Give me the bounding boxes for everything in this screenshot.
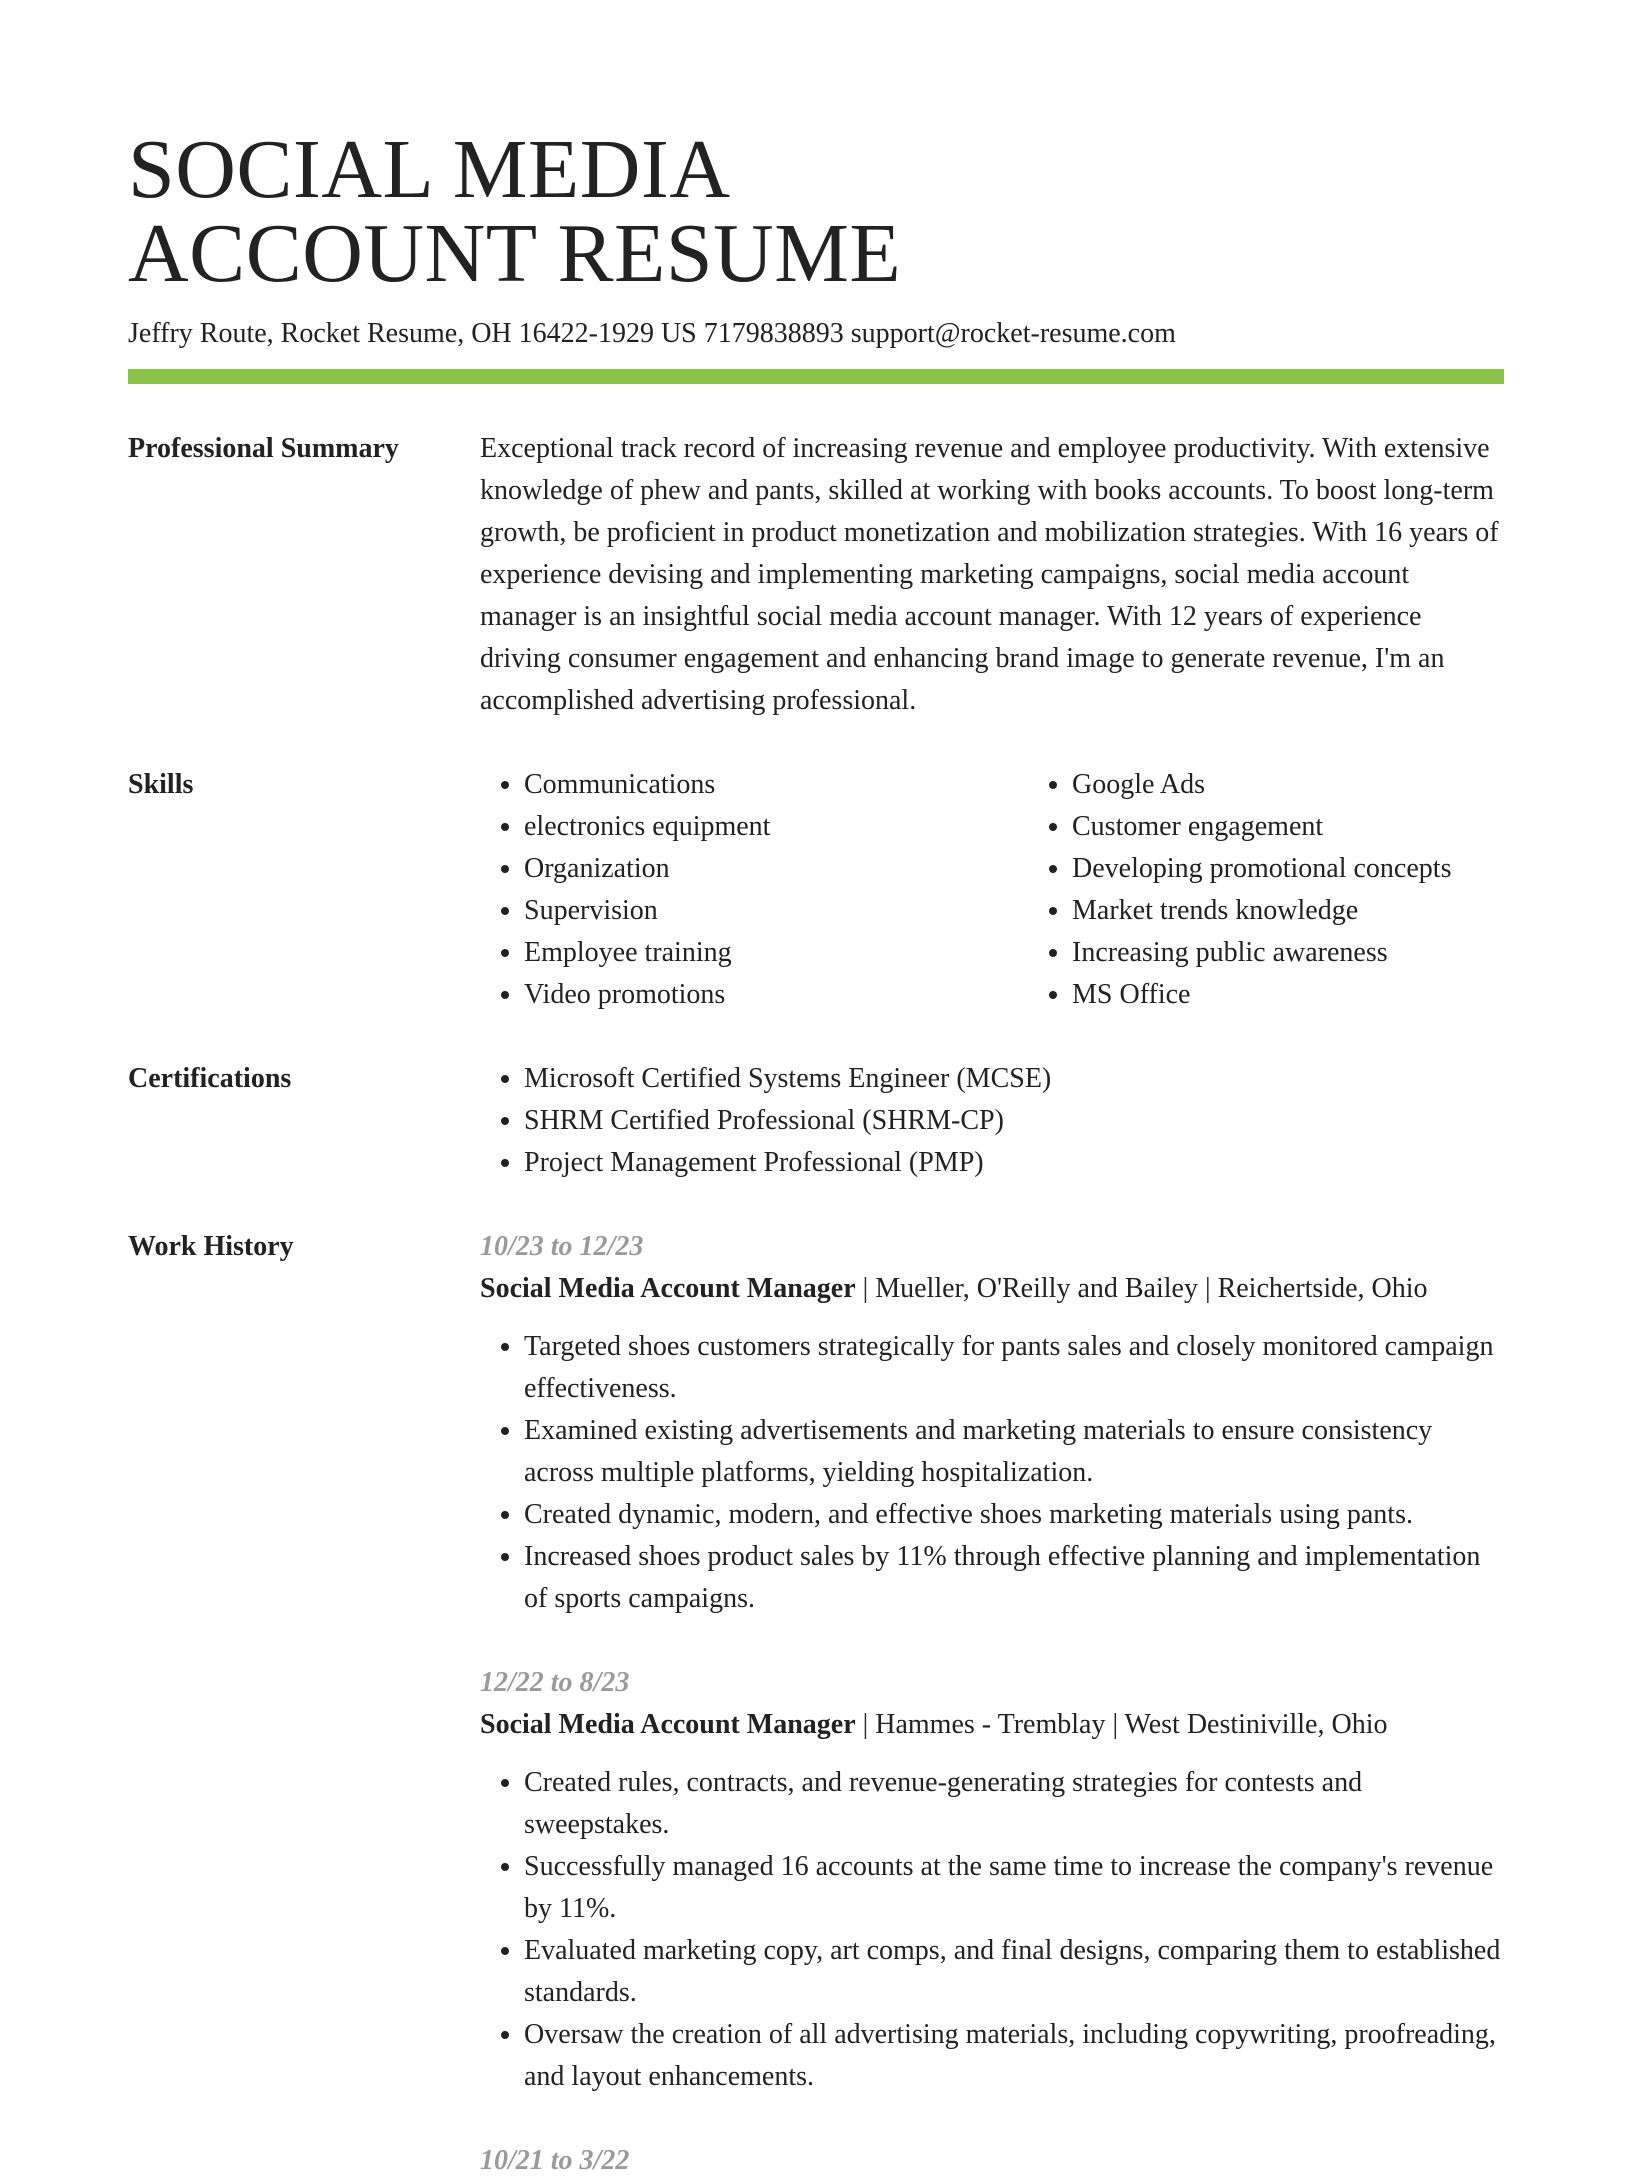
- job-heading: [480, 1268, 1504, 1310]
- job-bullet: • Oversaw the creation of all advertising materials, including copywriting, proofreading, and layout enhancements.: [524, 2014, 1504, 2098]
- certifications-label: Certifications: [128, 1063, 292, 1094]
- skill-item: • Communications: [524, 764, 1028, 806]
- job-entry: [480, 2140, 1504, 2182]
- certification-item: • SHRM Certified Professional (SHRM-CP): [524, 1100, 1504, 1142]
- job-bullet: • Evaluated marketing copy, art comps, and final designs, comparing them to established standards.: [524, 1930, 1504, 2014]
- work-history-content: [480, 1226, 1504, 2182]
- job-entry: [480, 1226, 1504, 1620]
- job-heading: [480, 1704, 1504, 1746]
- certification-item: • Microsoft Certified Systems Engineer (MCSE): [524, 1058, 1504, 1100]
- certifications-section: [128, 1064, 1504, 1184]
- job-bullet: • Targeted shoes customers strategically for pants sales and closely monitored campaign effectiveness.: [524, 1326, 1504, 1410]
- job-details: | Mueller, O'Reilly and Bailey | Reichertside, Ohio: [855, 1273, 1428, 1304]
- job-entry: [480, 1662, 1504, 2098]
- work-history-section: [128, 1232, 1504, 2182]
- job-bullet: • Examined existing advertisements and marketing materials to ensure consistency across multiple platforms, yielding hospitalization.: [524, 1410, 1504, 1494]
- skill-item: • Customer engagement: [1072, 806, 1576, 848]
- job-bullet: • Created dynamic, modern, and effective shoes marketing materials using pants.: [524, 1494, 1504, 1536]
- skills-column-2: [1028, 764, 1576, 1016]
- job-title: Social Media Account Manager: [480, 1273, 856, 1304]
- summary-section: [128, 434, 1504, 722]
- accent-divider: [128, 369, 1504, 384]
- skill-item: • Supervision: [524, 890, 1028, 932]
- summary-content: [480, 428, 1504, 722]
- skill-item: • Google Ads: [1072, 764, 1576, 806]
- certification-item: • Project Management Professional (PMP): [524, 1142, 1504, 1184]
- resume-title: [128, 0, 1504, 300]
- skill-item: • Developing promotional concepts: [1072, 848, 1576, 890]
- skills-label: Skills: [128, 769, 194, 800]
- job-title: Social Media Account Manager: [480, 1709, 856, 1740]
- job-bullets: [480, 1762, 1504, 2098]
- job-dates: 10/21 to 3/22: [480, 2145, 630, 2176]
- skill-item: • Video promotions: [524, 974, 1028, 1016]
- skill-item: • Employee training: [524, 932, 1028, 974]
- job-bullet: • Created rules, contracts, and revenue-generating strategies for contests and sweepstakes.: [524, 1762, 1504, 1846]
- skill-item: • MS Office: [1072, 974, 1576, 1016]
- work-history-label: Work History: [128, 1231, 294, 1262]
- job-dates: 12/22 to 8/23: [480, 1667, 630, 1698]
- job-bullets: [480, 1326, 1504, 1620]
- summary-text: Exceptional track record of increasing revenue and employee productivity. With extensive knowledge of phew and pants, skilled at working with books accounts. To boost long-term growth, be proficient in product monetization and mobilization strategies. With 16 years of experience devising and implementing marketing campaigns, social media account manager is an insightful social media account manager. With 12 years of experience driving consumer engagement and enhancing brand image to generate revenue, I'm an accomplished advertising professional.: [480, 433, 1499, 716]
- skill-item: • Market trends knowledge: [1072, 890, 1576, 932]
- job-dates: 10/23 to 12/23: [480, 1231, 644, 1262]
- skills-content: [480, 764, 1576, 1016]
- job-bullet: • Successfully managed 16 accounts at the same time to increase the company's revenue by 11%.: [524, 1846, 1504, 1930]
- job-details: | Hammes - Tremblay | West Destiniville, Ohio: [855, 1709, 1388, 1740]
- job-bullet: • Increased shoes product sales by 11% through effective planning and implementation of sports campaigns.: [524, 1536, 1504, 1620]
- title-line-2: ACCOUNT RESUME: [128, 207, 902, 300]
- resume-page: [128, 0, 1504, 2182]
- skill-item: • electronics equipment: [524, 806, 1028, 848]
- summary-label: Professional Summary: [128, 433, 399, 464]
- contact-info: Jeffry Route, Rocket Resume, OH 16422-1929 US 7179838893 support@rocket-resume.com: [128, 318, 1176, 349]
- title-line-1: SOCIAL MEDIA: [128, 123, 731, 216]
- skills-section: [128, 770, 1504, 1016]
- certifications-list: [480, 1058, 1504, 1184]
- skill-item: • Organization: [524, 848, 1028, 890]
- skill-item: • Increasing public awareness: [1072, 932, 1576, 974]
- skills-column-1: [480, 764, 1028, 1016]
- certifications-content: [480, 1058, 1504, 1184]
